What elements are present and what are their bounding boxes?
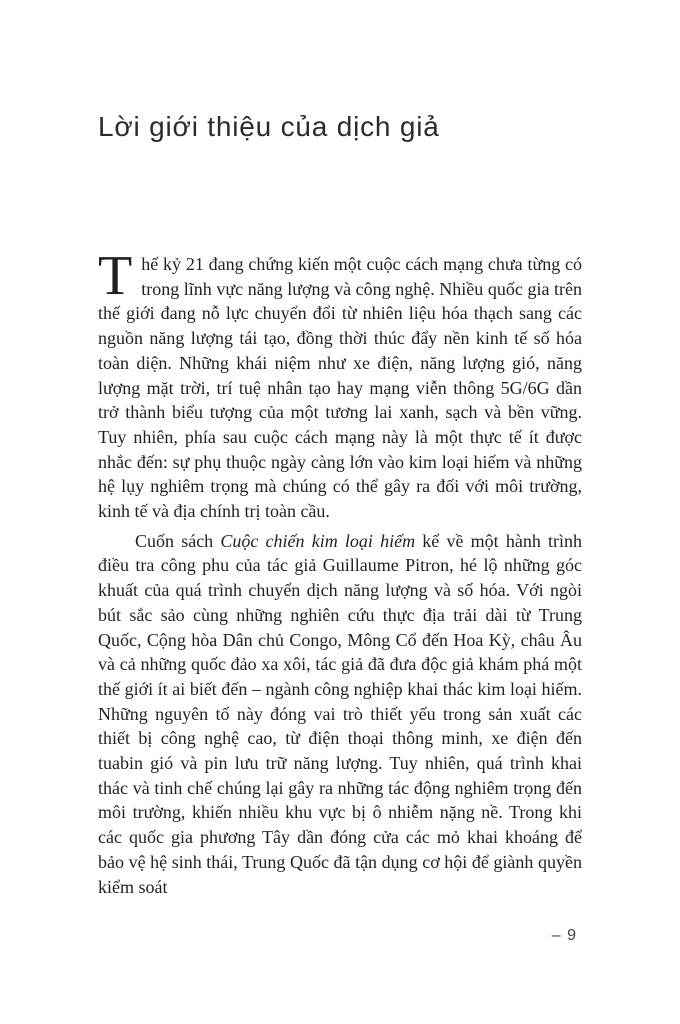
paragraph-1-text: hế kỷ 21 đang chứng kiến một cuộc cách mạng chưa từng có trong lĩnh vực năng lượng và công nghệ. Nhiều quốc gia trên thế giới đang nỗ lực chuyển đổi từ nhiên liệu hóa thạch sang các nguồn năng lượng tái tạo, đồng thời thúc đẩy nền kinh tế số hóa toàn diện. Những khái niệm như xe điện, năng lượng gió, năng lượng mặt trời, trí tuệ nhân tạo hay mạng viễn thông 5G/6G dần trở thành biểu tượng của một tương lai xanh, sạch và bền vững. Tuy nhiên, phía sau cuộc cách mạng này là một thực tế ít được nhắc đến: sự phụ thuộc ngày càng lớn vào kim loại hiếm và những hệ lụy nghiêm trọng mà chúng có thể gây ra đối với môi trường, kinh tế và địa chính trị toàn cầu. — [98, 254, 582, 522]
page-title: Lời giới thiệu của dịch giả — [98, 111, 440, 142]
body-text — [98, 245, 582, 899]
paragraph-1 — [98, 245, 582, 524]
page-number: – 9 — [551, 927, 577, 944]
book-title-italic: Cuộc chiến kim loại hiếm — [220, 530, 416, 551]
paragraph-2 — [98, 529, 582, 900]
paragraph-2-text-before: Cuốn sách — [135, 530, 221, 551]
paragraph-2-text-after: kể về một hành trình điều tra công phu của tác giả Guillaume Pitron, hé lộ những góc khuất của quá trình chuyển dịch năng lượng và số hóa. Với ngòi bút sắc sảo cùng những nghiên cứu thực địa trải dài từ Trung Quốc, Cộng hòa Dân chủ Congo, Mông Cổ đến Hoa Kỳ, châu Âu và cả những quốc đảo xa xôi, tác giả đã đưa độc giả khám phá một thế giới ít ai biết đến – ngành công nghiệp khai thác kim loại hiếm. Những nguyên tố này đóng vai trò thiết yếu trong sản xuất các thiết bị công nghệ cao, từ điện thoại thông minh, xe điện đến tuabin gió và pin lưu trữ năng lượng. Tuy nhiên, quá trình khai thác và tinh chế chúng lại gây ra những tác động nghiêm trọng đến môi trường, khiến nhiều khu vực bị ô nhiễm nặng nề. Trong khi các quốc gia phương Tây dần đóng cửa các mỏ khai khoáng để bảo vệ hệ sinh thái, Trung Quốc đã tận dụng cơ hội để giành quyền kiểm soát — [98, 530, 582, 897]
dropcap-letter: T — [98, 245, 133, 307]
